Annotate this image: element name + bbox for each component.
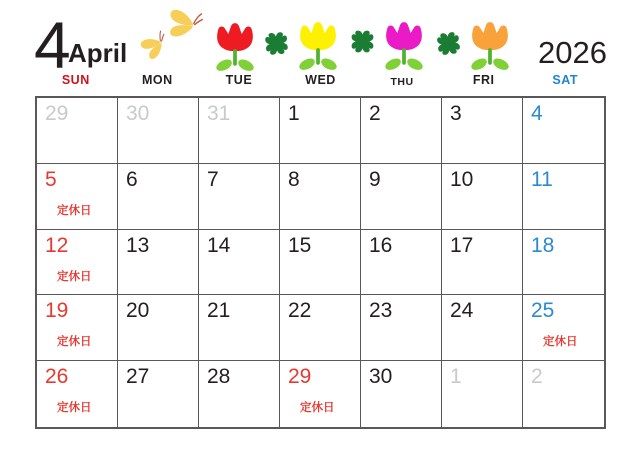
day-number: 15 [288,233,312,257]
holiday-label: 定休日 [57,204,92,217]
day-number: 10 [450,167,474,191]
day-number: 17 [450,233,474,257]
weekday-mon: MON [142,73,173,87]
day-cell-28 [199,361,280,427]
holiday-label: 定休日 [300,402,335,415]
day-number: 7 [207,167,219,191]
day-cell-7 [199,164,280,230]
weekday-sat: SAT [552,73,578,87]
day-cell-10 [442,164,523,230]
holiday-label: 定休日 [57,336,92,349]
day-cell-24 [442,295,523,361]
day-cell-13 [118,230,199,296]
holiday-label: 定休日 [57,270,92,283]
day-cell-23 [361,295,442,361]
day-cell-16 [361,230,442,296]
day-number: 31 [207,102,231,125]
tulip-red-icon [214,20,256,72]
holiday-label: 定休日 [57,402,92,415]
day-number: 22 [288,299,312,323]
day-number: 24 [450,299,474,323]
day-cell-26 [37,361,118,427]
year-label: 2026 [538,35,607,70]
day-number: 5 [45,167,57,191]
day-cell-30 [118,98,199,164]
day-cell-2 [361,98,442,164]
day-number: 16 [369,233,393,257]
day-number: 29 [45,102,69,125]
weekday-header [35,73,606,89]
day-number: 18 [531,233,555,257]
day-number: 21 [207,299,231,323]
day-cell-20 [118,295,199,361]
weekday-wed: WED [305,73,336,87]
day-number: 9 [369,167,381,191]
day-cell-5 [37,164,118,230]
day-cell-9 [361,164,442,230]
day-number: 4 [531,102,543,125]
day-cell-25 [523,295,604,361]
day-number: 14 [207,233,231,257]
month-number: 4 [34,8,69,82]
weekday-sun: SUN [61,73,90,87]
day-cell-1 [442,361,523,427]
calendar-grid [35,96,606,429]
day-number: 29 [288,365,312,389]
day-number: 12 [45,233,69,257]
day-number: 19 [45,299,69,323]
day-cell-22 [280,295,361,361]
day-number: 1 [288,102,300,125]
day-cell-30 [361,361,442,427]
clover-icon [347,26,378,57]
day-number: 26 [45,365,69,389]
holiday-label: 定休日 [543,336,578,349]
day-cell-15 [280,230,361,296]
day-cell-29 [280,361,361,427]
day-cell-4 [523,98,604,164]
day-cell-31 [199,98,280,164]
day-cell-11 [523,164,604,230]
day-number: 11 [531,167,553,191]
day-cell-2 [523,361,604,427]
day-number: 23 [369,299,393,323]
day-cell-6 [118,164,199,230]
day-cell-27 [118,361,199,427]
day-cell-29 [37,98,118,164]
day-cell-19 [37,295,118,361]
day-number: 20 [126,299,150,323]
butterfly-icon [162,5,204,44]
day-cell-12 [37,230,118,296]
day-number: 2 [531,365,543,389]
clover-icon [261,28,292,59]
day-number: 1 [450,365,462,389]
day-number: 3 [450,102,462,125]
tulip-orange-icon [469,19,511,71]
weekday-tue: TUE [225,73,253,87]
day-number: 30 [126,102,150,125]
day-number: 6 [126,167,138,191]
tulip-pink-icon [383,19,425,71]
day-cell-18 [523,230,604,296]
day-number: 25 [531,299,555,323]
weekday-fri: FRI [472,73,495,87]
day-cell-21 [199,295,280,361]
month-name: April [68,38,128,68]
day-number: 27 [126,365,150,389]
day-number: 13 [126,233,150,257]
day-cell-3 [442,98,523,164]
day-number: 28 [207,365,231,389]
clover-icon [433,28,464,59]
tulip-yellow-icon [297,19,339,71]
day-cell-8 [280,164,361,230]
day-cell-1 [280,98,361,164]
day-cell-14 [199,230,280,296]
weekday-thu: THU [390,76,414,88]
day-cell-17 [442,230,523,296]
day-number: 2 [369,102,381,125]
day-number: 30 [369,365,393,389]
day-number: 8 [288,167,300,191]
